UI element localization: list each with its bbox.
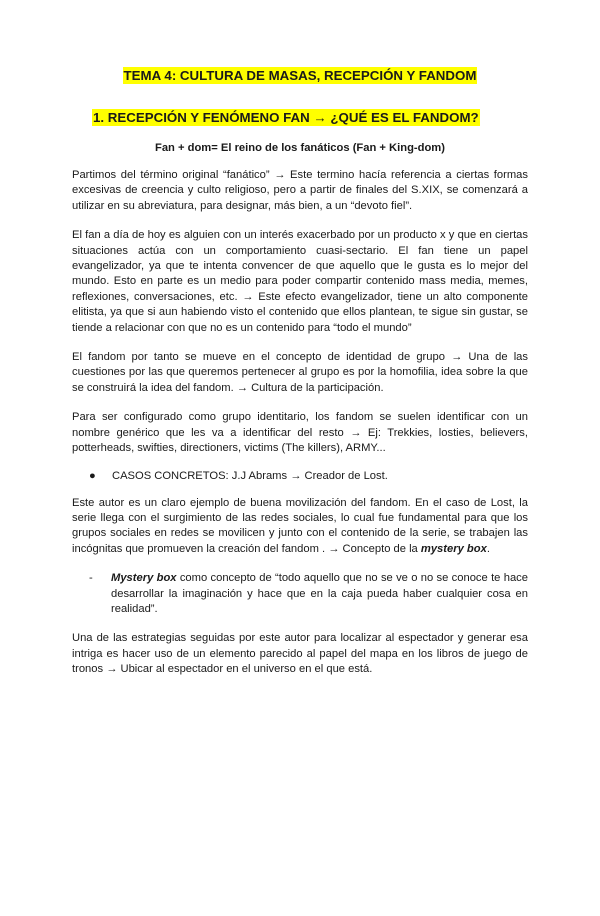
paragraph-3: El fandom por tanto se mueve en el concepto de identidad de grupo → Una de las cuestiones por las que queremos pertenecer al grupo es por la homofilia, idea sobre la que se construirá la idea del fandom. → Cultura de la participación.: [72, 351, 528, 394]
section-subtitle: Fan + dom= El reino de los fanáticos (Fan + King-dom): [155, 142, 445, 154]
document-title: TEMA 4: CULTURA DE MASAS, RECEPCIÓN Y FANDOM: [123, 68, 477, 83]
paragraph-4: Para ser configurado como grupo identitario, los fandom se suelen identificar con un nombre genérico que les va a identificar del resto → Ej: Trekkies, losties, believers, potterheads, swifties, directioners, victims (The killers), ARMY...: [72, 411, 528, 455]
paragraph-1: Partimos del término original “fanático” → Este termino hacía referencia a ciertas formas excesivas de creencia y culto religioso, pero a partir de finales del S.XIX, se comenzará a utilizar en su abreviatura, para designar, más bien, a un “devoto fiel”.: [72, 169, 528, 212]
paragraph-5: Este autor es un claro ejemplo de buena movilización del fandom. En el caso de Lost, la serie llega con el surgimiento de las redes sociales, lo cual fue fundamental para que los grupos sociales en redes se movilicen y junto con el contenido de la serie, se trabajen las incógnitas que promueven la creación del fandom . → Concepto de la mystery box.: [72, 496, 528, 555]
paragraph-6: Una de las estrategias seguidas por este autor para localizar al espectador y generar esa intriga es hacer uso de un elemento parecido al papel del mapa en los libros de juego de tronos → Ubicar al espectador en el universo en el que está.: [72, 632, 528, 676]
paragraph-2: El fan a día de hoy es alguien con un interés exacerbado por un producto x y que en ciertas situaciones actúa con un comportamiento cuasi-sectario. El fan tiene un papel evangelizador, ya que te intenta convencer de que aquello que le gusta es lo mejor del mundo. Esto en parte es un medio para poder compartir contenido mass media, memes, reflexiones, conversaciones, etc. → Este efecto evangelizador, tiene un alto componente elitista, ya que si aun habiendo visto el contenido que ellos plantean, te sigue sin gustar, se tiende a relacionar con que no es un contenido para “todo el mundo”: [72, 229, 528, 334]
dash-marker: -: [89, 572, 93, 585]
bullet-icon: ●: [89, 469, 96, 482]
dash-item: [89, 571, 528, 617]
document-page: [0, 68, 600, 916]
emphasis-mystery-box: mystery box: [420, 542, 487, 555]
bullet-item: [89, 470, 528, 482]
bullet-text: CASOS CONCRETOS: J.J Abrams → Creador de Lost.: [112, 469, 388, 482]
section-heading: 1. RECEPCIÓN Y FENÓMENO FAN → ¿QUÉ ES EL FANDOM?: [93, 110, 479, 125]
dash-text: Mystery box como concepto de “todo aquello que no se ve o no se conoce te hace desarrollar la imaginación y hace que en la caja pueda haber cualquier cosa en realidad”.: [111, 572, 528, 615]
